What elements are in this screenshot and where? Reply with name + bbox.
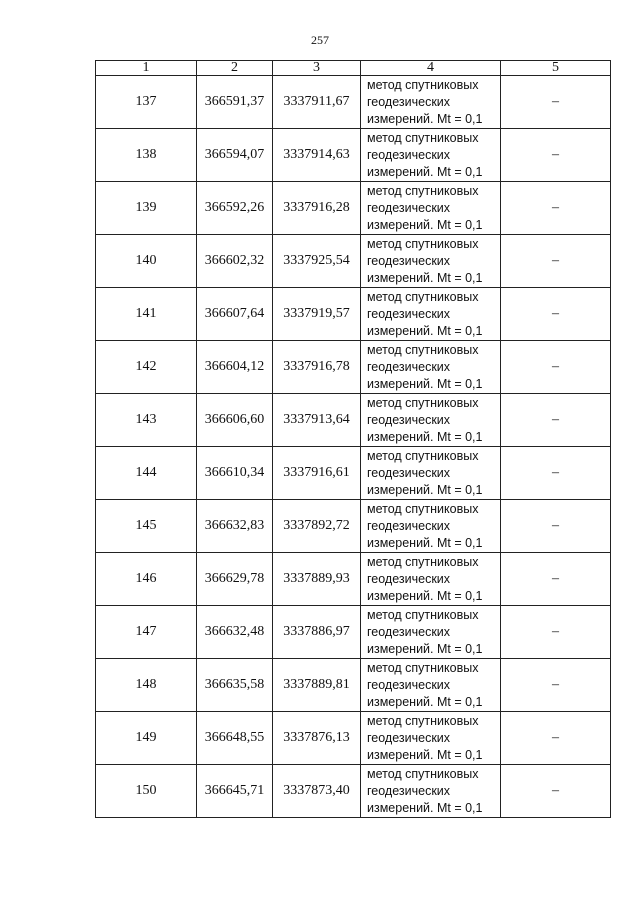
column-header-2: 2 (197, 61, 273, 76)
point-number-cell: 145 (96, 500, 197, 553)
method-cell (361, 288, 501, 341)
method-line: геодезических (367, 200, 451, 215)
note-cell: – (501, 606, 611, 659)
y-coordinate-cell: 3337876,13 (273, 712, 361, 765)
method-line: геодезических (367, 465, 451, 480)
method-cell (361, 500, 501, 553)
method-cell (361, 341, 501, 394)
table-row (96, 394, 611, 447)
method-line: измерений. Mt = 0,1 (367, 535, 483, 550)
method-line: измерений. Mt = 0,1 (367, 747, 483, 762)
method-cell (361, 235, 501, 288)
point-number-cell: 148 (96, 659, 197, 712)
method-cell (361, 765, 501, 818)
method-line: метод спутниковых (367, 183, 479, 198)
note-cell: – (501, 129, 611, 182)
method-line: измерений. Mt = 0,1 (367, 323, 483, 338)
method-line: измерений. Mt = 0,1 (367, 376, 483, 391)
method-cell (361, 129, 501, 182)
x-coordinate-cell: 366592,26 (197, 182, 273, 235)
note-cell: – (501, 394, 611, 447)
method-line: измерений. Mt = 0,1 (367, 217, 483, 232)
column-header-1: 1 (96, 61, 197, 76)
method-line: геодезических (367, 783, 451, 798)
method-cell (361, 606, 501, 659)
column-header-4: 4 (361, 61, 501, 76)
point-number-cell: 146 (96, 553, 197, 606)
table-header-row (96, 61, 611, 76)
table-row (96, 659, 611, 712)
x-coordinate-cell: 366604,12 (197, 341, 273, 394)
column-header-3: 3 (273, 61, 361, 76)
method-line: геодезических (367, 518, 451, 533)
table-row (96, 288, 611, 341)
note-cell: – (501, 341, 611, 394)
y-coordinate-cell: 3337873,40 (273, 765, 361, 818)
x-coordinate-cell: 366632,48 (197, 606, 273, 659)
y-coordinate-cell: 3337892,72 (273, 500, 361, 553)
note-cell: – (501, 235, 611, 288)
coordinates-table (95, 60, 611, 818)
method-line: метод спутниковых (367, 448, 479, 463)
table-row (96, 182, 611, 235)
x-coordinate-cell: 366606,60 (197, 394, 273, 447)
note-cell: – (501, 712, 611, 765)
note-cell: – (501, 500, 611, 553)
point-number-cell: 143 (96, 394, 197, 447)
y-coordinate-cell: 3337916,78 (273, 341, 361, 394)
method-line: геодезических (367, 677, 451, 692)
table-row (96, 76, 611, 129)
point-number-cell: 147 (96, 606, 197, 659)
x-coordinate-cell: 366591,37 (197, 76, 273, 129)
table-row (96, 553, 611, 606)
x-coordinate-cell: 366645,71 (197, 765, 273, 818)
method-cell (361, 182, 501, 235)
method-cell (361, 553, 501, 606)
method-line: метод спутниковых (367, 660, 479, 675)
table-row (96, 129, 611, 182)
y-coordinate-cell: 3337913,64 (273, 394, 361, 447)
y-coordinate-cell: 3337889,81 (273, 659, 361, 712)
x-coordinate-cell: 366648,55 (197, 712, 273, 765)
method-cell (361, 659, 501, 712)
note-cell: – (501, 765, 611, 818)
x-coordinate-cell: 366594,07 (197, 129, 273, 182)
y-coordinate-cell: 3337914,63 (273, 129, 361, 182)
method-line: геодезических (367, 359, 451, 374)
method-line: метод спутниковых (367, 236, 479, 251)
method-line: метод спутниковых (367, 395, 479, 410)
y-coordinate-cell: 3337886,97 (273, 606, 361, 659)
point-number-cell: 141 (96, 288, 197, 341)
x-coordinate-cell: 366602,32 (197, 235, 273, 288)
method-line: измерений. Mt = 0,1 (367, 694, 483, 709)
y-coordinate-cell: 3337919,57 (273, 288, 361, 341)
method-line: метод спутниковых (367, 289, 479, 304)
method-line: метод спутниковых (367, 342, 479, 357)
method-line: измерений. Mt = 0,1 (367, 429, 483, 444)
table-row (96, 606, 611, 659)
y-coordinate-cell: 3337911,67 (273, 76, 361, 129)
table-row (96, 235, 611, 288)
method-line: метод спутниковых (367, 554, 479, 569)
method-line: геодезических (367, 624, 451, 639)
method-line: метод спутниковых (367, 713, 479, 728)
method-line: измерений. Mt = 0,1 (367, 588, 483, 603)
table-body (96, 76, 611, 818)
point-number-cell: 142 (96, 341, 197, 394)
method-line: геодезических (367, 306, 451, 321)
method-line: измерений. Mt = 0,1 (367, 111, 483, 126)
method-line: геодезических (367, 253, 451, 268)
method-line: метод спутниковых (367, 607, 479, 622)
x-coordinate-cell: 366635,58 (197, 659, 273, 712)
method-line: измерений. Mt = 0,1 (367, 164, 483, 179)
note-cell: – (501, 659, 611, 712)
method-line: геодезических (367, 147, 451, 162)
method-cell (361, 447, 501, 500)
point-number-cell: 140 (96, 235, 197, 288)
column-header-5: 5 (501, 61, 611, 76)
x-coordinate-cell: 366632,83 (197, 500, 273, 553)
y-coordinate-cell: 3337889,93 (273, 553, 361, 606)
point-number-cell: 137 (96, 76, 197, 129)
x-coordinate-cell: 366629,78 (197, 553, 273, 606)
point-number-cell: 150 (96, 765, 197, 818)
note-cell: – (501, 553, 611, 606)
method-cell (361, 394, 501, 447)
table-row (96, 447, 611, 500)
method-line: метод спутниковых (367, 130, 479, 145)
point-number-cell: 138 (96, 129, 197, 182)
note-cell: – (501, 288, 611, 341)
method-line: геодезических (367, 94, 451, 109)
table-row (96, 500, 611, 553)
point-number-cell: 149 (96, 712, 197, 765)
note-cell: – (501, 447, 611, 500)
page-number: 257 (311, 33, 329, 47)
method-line: геодезических (367, 412, 451, 427)
point-number-cell: 144 (96, 447, 197, 500)
note-cell: – (501, 182, 611, 235)
note-cell: – (501, 76, 611, 129)
table-row (96, 765, 611, 818)
method-line: измерений. Mt = 0,1 (367, 641, 483, 656)
method-line: метод спутниковых (367, 766, 479, 781)
x-coordinate-cell: 366607,64 (197, 288, 273, 341)
method-cell (361, 712, 501, 765)
method-line: метод спутниковых (367, 77, 479, 92)
x-coordinate-cell: 366610,34 (197, 447, 273, 500)
method-line: метод спутниковых (367, 501, 479, 516)
method-line: измерений. Mt = 0,1 (367, 800, 483, 815)
y-coordinate-cell: 3337916,61 (273, 447, 361, 500)
point-number-cell: 139 (96, 182, 197, 235)
method-line: геодезических (367, 571, 451, 586)
table-row (96, 341, 611, 394)
y-coordinate-cell: 3337916,28 (273, 182, 361, 235)
method-line: измерений. Mt = 0,1 (367, 270, 483, 285)
y-coordinate-cell: 3337925,54 (273, 235, 361, 288)
method-line: геодезических (367, 730, 451, 745)
table-row (96, 712, 611, 765)
method-line: измерений. Mt = 0,1 (367, 482, 483, 497)
method-cell (361, 76, 501, 129)
